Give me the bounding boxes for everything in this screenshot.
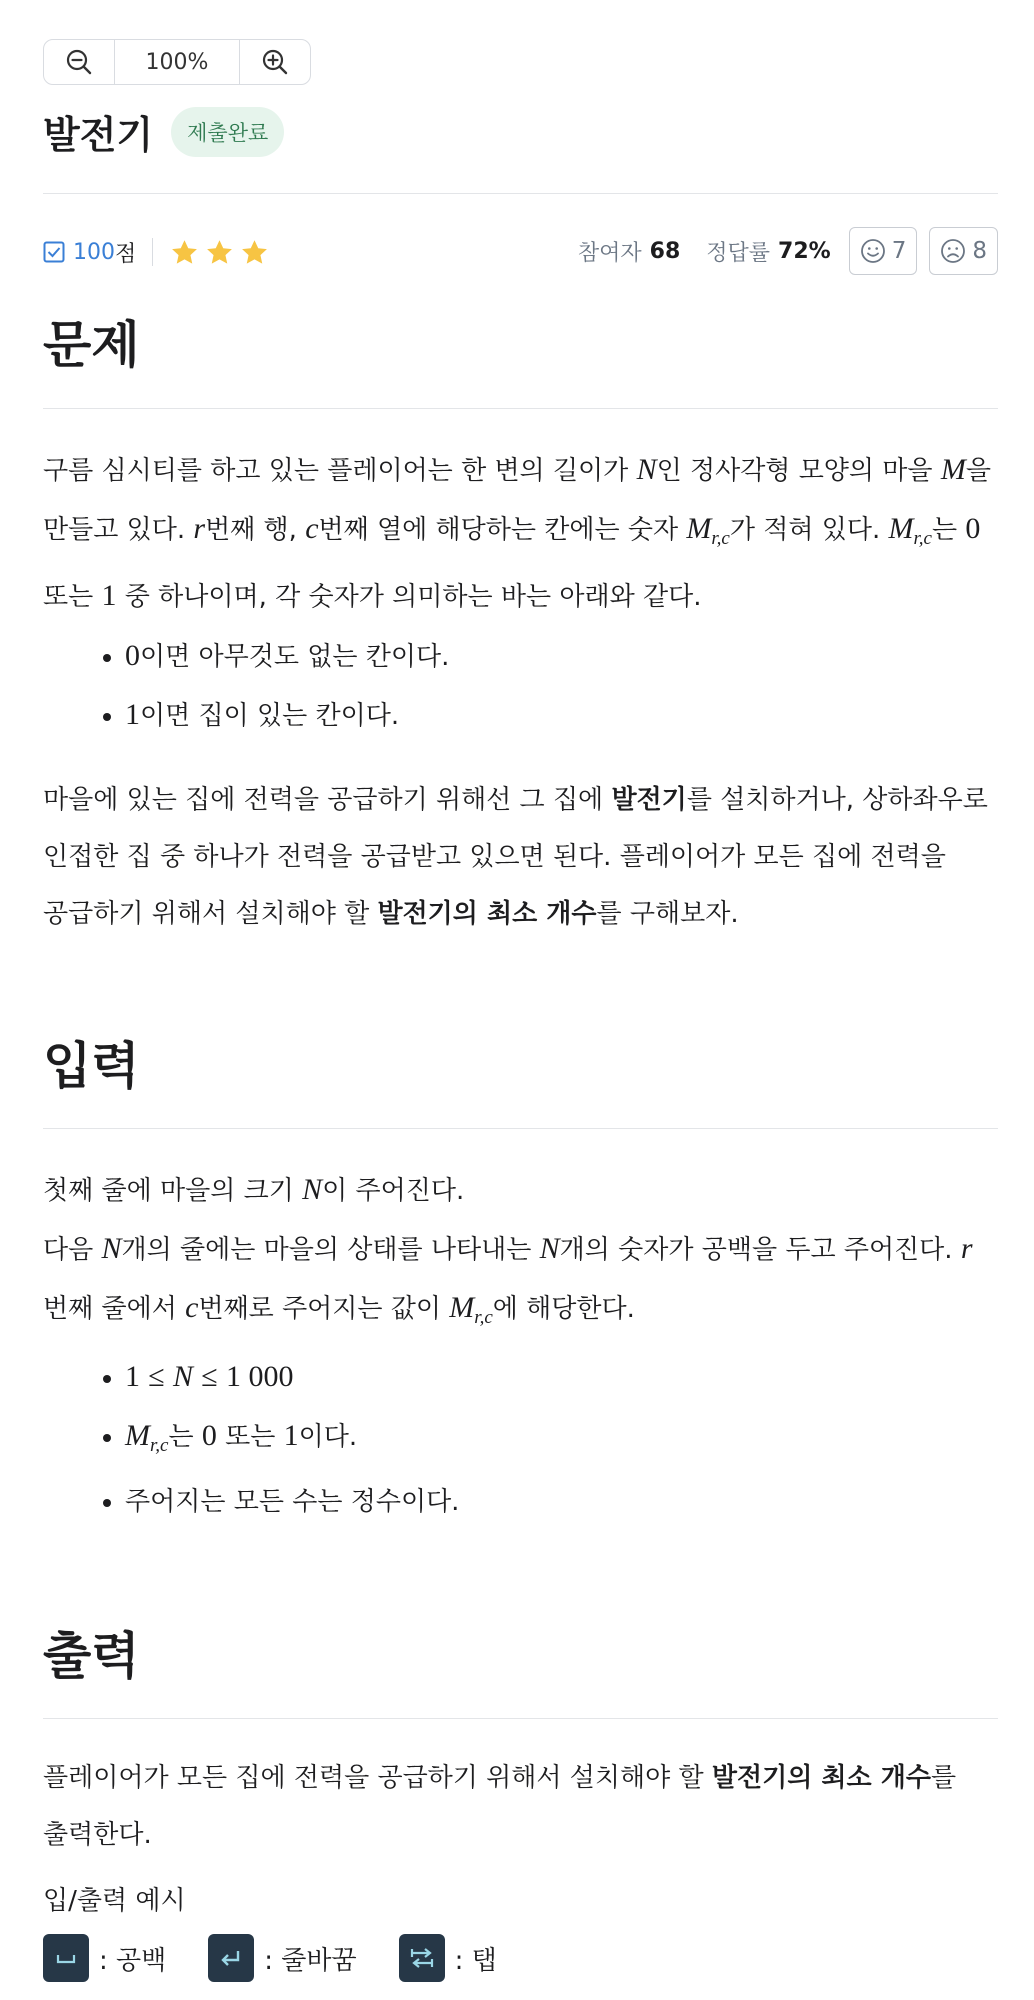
dislike-button[interactable] xyxy=(929,227,998,275)
participants-value: 68 xyxy=(649,238,681,264)
participants-label: 참여자 xyxy=(577,240,642,266)
difficulty-stars xyxy=(169,237,270,268)
divider xyxy=(43,1128,998,1129)
problem-paragraph-2: 마을에 있는 집에 전력을 공급하기 위해선 그 집에 발전기를 설치하거나, 상하좌우로 인접한 집 중 하나가 전력을 공급받고 있으면 된다. 플레이어가 모든 집에 전력을 공급하기 위해서 설치해야 할 발전기의 최소 개수를 구해보자. xyxy=(43,785,988,929)
zoom-in-button[interactable] xyxy=(240,40,310,84)
constraints-list xyxy=(95,1348,459,1531)
status-badge: 제출완료 xyxy=(171,107,284,157)
dislike-count: 8 xyxy=(972,238,987,264)
list-item: • $M_{r,c}$는 0 또는 1이다. xyxy=(125,1407,459,1474)
input-heading: 입력 xyxy=(43,1037,140,1095)
divider xyxy=(43,408,998,409)
newline-key-icon xyxy=(208,1934,254,1982)
space-key-label: : 공백 xyxy=(99,1945,167,1976)
problem-title: 발전기 xyxy=(43,113,154,157)
list-item: • 주어지는 모든 수는 정수이다. xyxy=(125,1474,459,1531)
zoom-out-button[interactable] xyxy=(44,40,114,84)
star-icon xyxy=(239,237,270,268)
io-example-label: 입/출력 예시 xyxy=(43,1886,186,1916)
cell-meaning-list xyxy=(95,627,449,745)
like-count: 7 xyxy=(891,238,907,264)
divider xyxy=(43,1718,998,1719)
zoom-level: 100% xyxy=(114,40,240,84)
score-value: 100 xyxy=(73,239,115,265)
title-row xyxy=(43,104,284,159)
tab-key-label: : 탭 xyxy=(454,1945,497,1976)
tab-key-icon xyxy=(399,1934,445,1982)
output-description: 플레이어가 모든 집에 전력을 공급하기 위해서 설치해야 할 발전기의 최소 개수를 출력한다. xyxy=(43,1763,957,1850)
like-button[interactable] xyxy=(849,227,918,275)
accuracy-value: 72% xyxy=(778,238,831,264)
star-icon xyxy=(169,237,200,268)
star-icon xyxy=(204,237,235,268)
list-item: • 1이면 집이 있는 칸이다. xyxy=(125,686,449,745)
smile-icon xyxy=(860,238,886,264)
problem-paragraph-1: 구름 심시티를 하고 있는 플레이어는 한 변의 길이가 N인 정사각형 모양의 마을 M을 만들고 있다. r번째 행, c번째 열에 해당하는 칸에는 숫자 $M_{r,c}$가 적혀 있다. $M_{r,c}$는 0 또는 1 중 하나이며, 각 숫자가 의미하는 바는 아래와 같다. xyxy=(43,453,991,612)
zoom-out-icon xyxy=(65,48,93,76)
space-key-icon xyxy=(43,1934,89,1982)
divider xyxy=(43,193,998,194)
accuracy-label: 정답률 xyxy=(706,240,771,266)
input-description: 첫째 줄에 마을의 크기 N이 주어진다. 다음 N개의 줄에는 마을의 상태를 나타내는 N개의 숫자가 공백을 두고 주어진다. r 번째 줄에서 c번째로 주어지는 값이 $M_{r,c}$에 해당한다. xyxy=(43,1173,973,1328)
output-heading: 출력 xyxy=(43,1627,140,1685)
list-item: • 0이면 아무것도 없는 칸이다. xyxy=(125,627,449,686)
key-legend xyxy=(43,1934,539,1982)
stats-row xyxy=(578,227,998,275)
newline-key-label: : 줄바꿈 xyxy=(264,1945,357,1976)
score-unit: 점 xyxy=(115,241,137,267)
checkbox-icon xyxy=(43,241,65,263)
problem-heading: 문제 xyxy=(43,316,140,374)
frown-icon xyxy=(940,238,966,264)
zoom-control xyxy=(43,39,311,85)
zoom-in-icon xyxy=(261,48,289,76)
separator xyxy=(152,238,153,266)
list-item: • 1 ≤ N ≤ 1 000 xyxy=(125,1348,459,1407)
score-row xyxy=(43,232,270,272)
